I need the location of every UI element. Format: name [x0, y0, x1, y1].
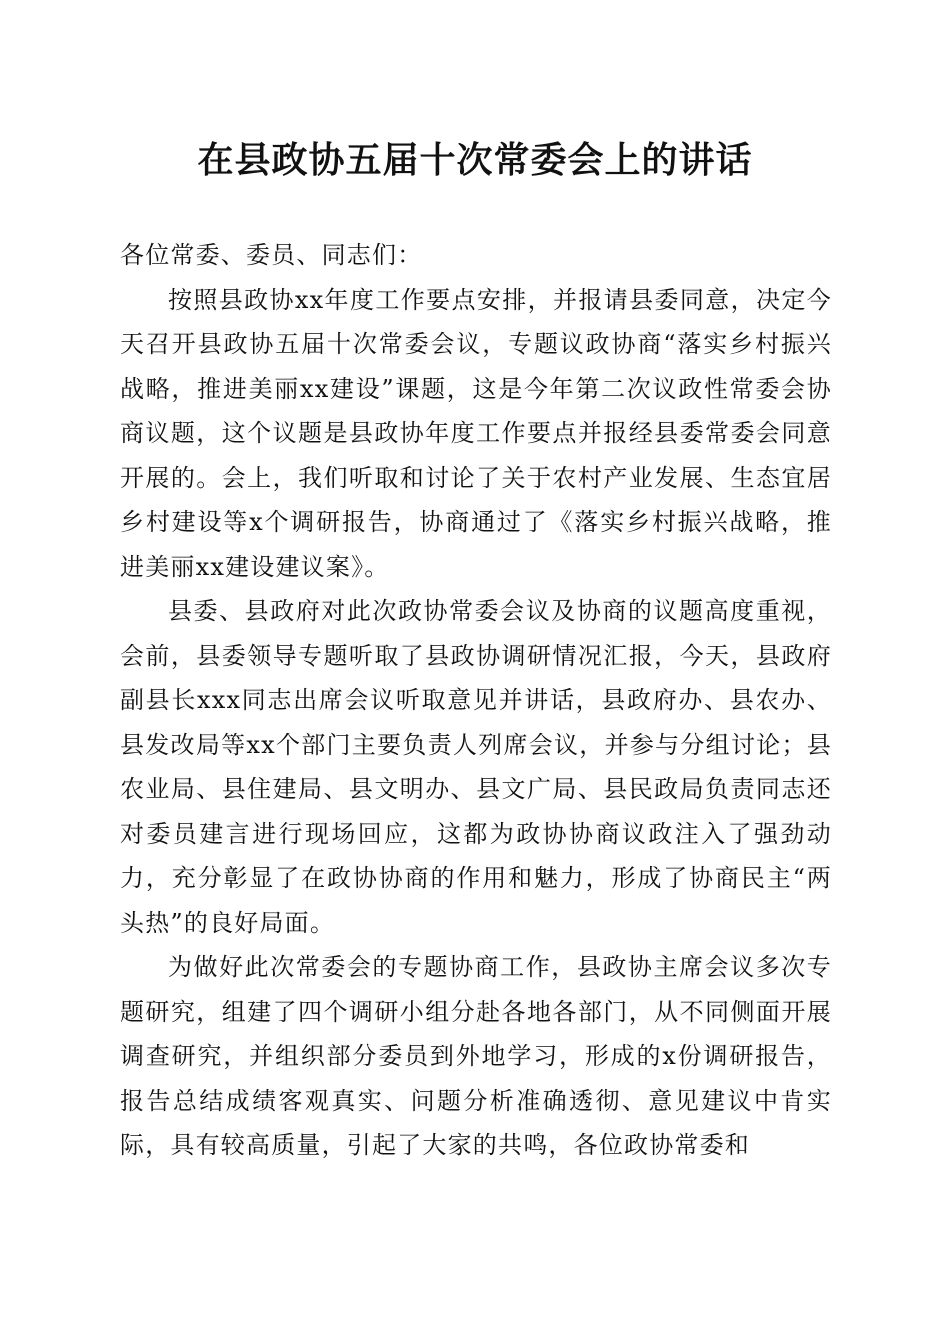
paragraph-1: 按照县政协xx年度工作要点安排，并报请县委同意，决定今天召开县政协五届十次常委会议，专题议政协商“落实乡村振兴战略，推进美丽xx建设”课题，这是今年第二次议政性常委会协商议题，这个议题是县政协年度工作要点并报经县委常委会同意开展的。会上，我们听取和讨论了关于农村产业发展、生态宜居乡村建设等x个调研报告，协商通过了《落实乡村振兴战略，推进美丽xx建设建议案》。	[120, 285, 832, 581]
paragraph-3: 为做好此次常委会的专题协商工作，县政协主席会议多次专题研究，组建了四个调研小组分赴各地各部门，从不同侧面开展调查研究，并组织部分委员到外地学习，形成的x份调研报告，报告总结成绩客观真实、问题分析准确透彻、意见建议中肯实际，具有较高质量，引起了大家的共鸣，各位政协常委和	[120, 953, 832, 1159]
document-body	[120, 233, 832, 1168]
document-title: 在县政协五届十次常委会上的讲话	[197, 139, 753, 181]
paragraph-2: 县委、县政府对此次政协常委会议及协商的议题高度重视，会前，县委领导专题听取了县政协调研情况汇报，今天，县政府副县长xxx同志出席会议听取意见并讲话，县政府办、县农办、县发改局等xx个部门主要负责人列席会议，并参与分组讨论；县农业局、县住建局、县文明办、县文广局、县民政局负责同志还对委员建言进行现场回应，这都为政协协商议政注入了强劲动力，充分彰显了在政协协商的作用和魅力，形成了协商民主“两头热”的良好局面。	[120, 597, 832, 937]
salutation: 各位常委、委员、同志们：	[120, 241, 423, 269]
